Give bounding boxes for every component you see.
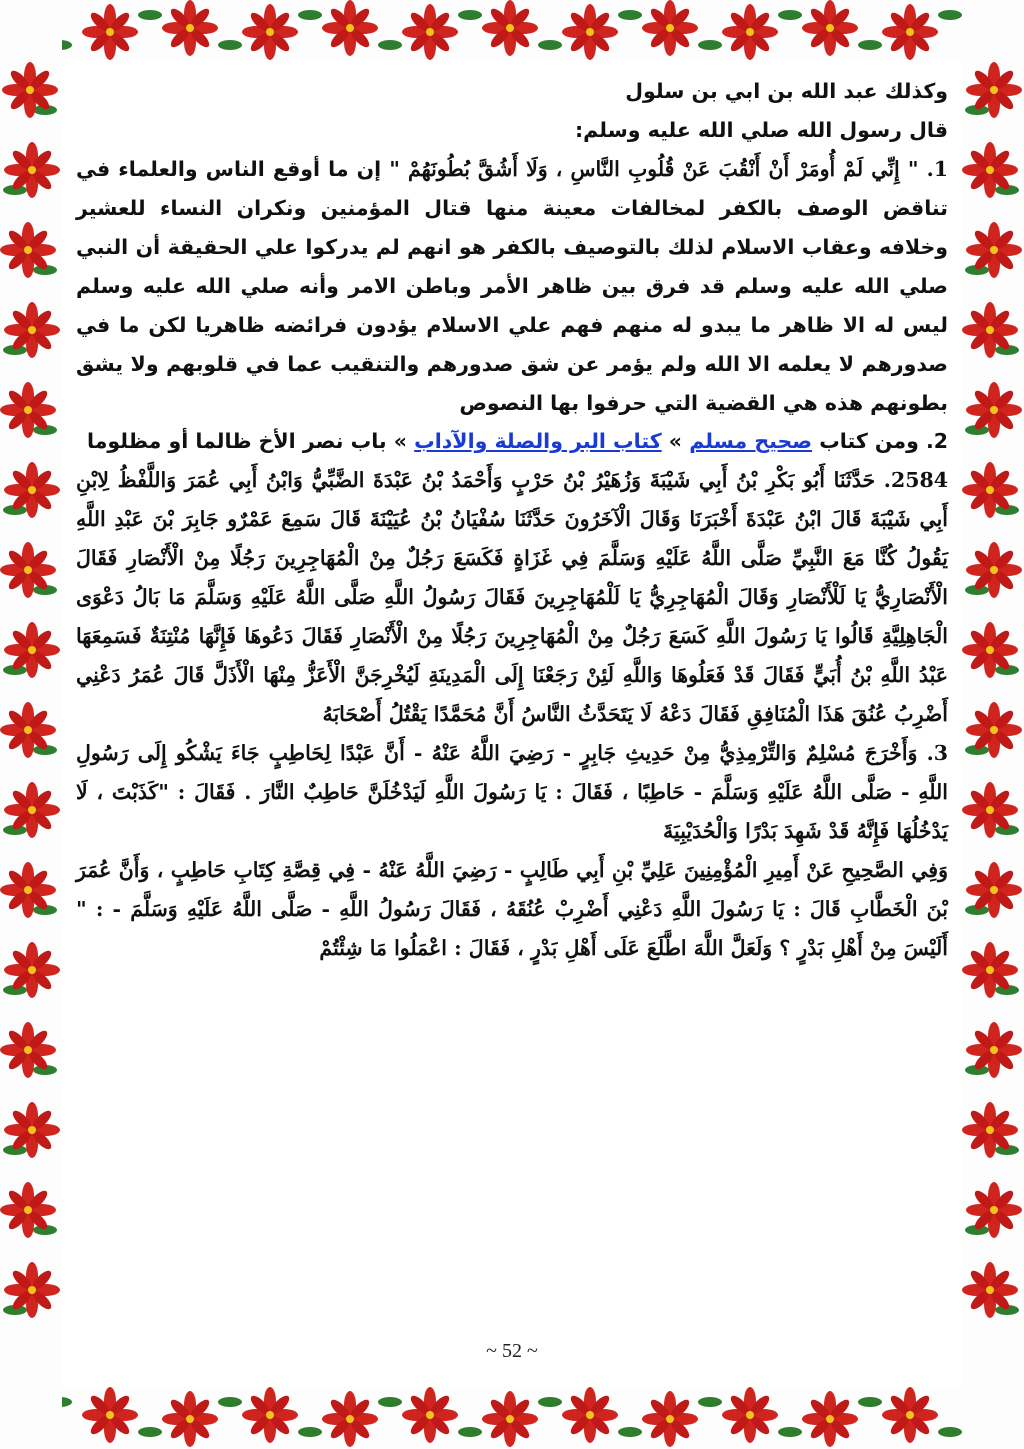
source-prefix: 2. ومن كتاب — [812, 429, 948, 454]
link-sahih-muslim[interactable]: صحيح مسلم — [689, 429, 813, 454]
commentary-1: إن ما أوقع الناس والعلماء في تناقض الوصف بالكفر لمخالفات معينة منها قتال المؤمنين ونكران النساء للعشير وخلافه وعقاب الاسلام لذلك بالتوصيف بالكفر هو انهم لم يدركوا علي الحقيقة أن النبي صلي الله عليه وسلم قد فرق بين ظاهر الأمر وباطن الامر وأنه صلي الله عليه وسلم ليس له الا ظاهر ما يبدو له منهم فهم علي الاسلام يؤدون فرائضه ظاهريا لكن ما في صدورهم لا يعلمه الا الله ولم يؤمر عن شق صدورهم والتنقيب عما في قلوبهم ولا يشق بطونهم هذه هي القضية التي حرفوا بها النصوص — [76, 156, 948, 415]
poinsettia-border-bottom — [0, 1387, 1024, 1449]
paragraph-point-3: 3. وَأَخْرَجَ مُسْلِمٌ وَالتِّرْمِذِيُّ مِنْ حَدِيثِ جَابِرٍ - رَضِيَ اللَّهُ عَنْهُ - أَنَّ عَبْدًا لِحَاطِبٍ جَاءَ يَشْكُو إِلَى رَسُولِ اللَّهِ - صَلَّى اللَّهُ عَلَيْهِ وَسَلَّمَ - حَاطِبًا ، فَقَالَ : يَا رَسُولَ اللَّهِ لَيَدْخُلَنَّ حَاطِبٌ النَّارَ . فَقَالَ : "كَذَبْتَ ، لَا يَدْخُلُهَا فَإِنَّهُ قَدْ شَهِدَ بَدْرًا وَالْحُدَيْبِيَةَ — [76, 740, 948, 843]
paragraph-point-2 — [76, 422, 948, 461]
poinsettia-border-right — [962, 0, 1024, 1449]
source-suffix: » باب نصر الأخ ظالما أو مظلوما — [87, 429, 415, 454]
paragraph-sahih-hatib: وَفِي الصَّحِيحِ عَنْ أَمِيرِ الْمُؤْمِنِينَ عَلِيِّ بْنِ أَبِي طَالِبٍ - رَضِيَ اللَّهُ عَنْهُ - فِي قِصَّةِ كِتَابِ حَاطِبٍ ، وَأَنَّ عُمَرَ بْنَ الْخَطَّابِ قَالَ : يَا رَسُولَ اللَّهِ دَعْنِي أَضْرِبْ عُنُقَهُ ، فَقَالَ رَسُولُ اللَّهِ - صَلَّى اللَّهُ عَلَيْهِ وَسَلَّمَ - : " أَلَيْسَ مِنْ أَهْلِ بَدْرٍ ؟ وَلَعَلَّ اللَّهَ اطَّلَعَ عَلَى أَهْلِ بَدْرٍ ، فَقَالَ : اعْمَلُوا مَا شِئْتُمْ — [76, 857, 948, 960]
poinsettia-icon — [962, 0, 1024, 1449]
paragraph-prophet-said: قال رسول الله صلي الله عليه وسلم: — [574, 117, 948, 142]
hadith-2584: 2584. حَدَّثَنَا أَبُو بَكْرِ بْنُ أَبِي شَيْبَةَ وَزُهَيْرُ بْنُ حَرْبٍ وَأَحْمَدُ بْنُ عَبْدَةَ الضَّبِّيُّ وَابْنُ أَبِي عُمَرَ وَاللَّفْظُ لِابْنِ أَبِي شَيْبَةَ قَالَ ابْنُ عَبْدَةَ أَخْبَرَنَا وَقَالَ الْآخَرُونَ حَدَّثَنَا سُفْيَانُ بْنُ عُيَيْنَةَ قَالَ سَمِعَ عَمْرٌو جَابِرَ بْنَ عَبْدِ اللَّهِ يَقُولُ كُنَّا مَعَ النَّبِيِّ صَلَّى اللَّهُ عَلَيْهِ وَسَلَّمَ فِي غَزَاةٍ فَكَسَعَ رَجُلٌ مِنْ الْمُهَاجِرِينَ رَجُلًا مِنْ الْأَنْصَارِ فَقَالَ الْأَنْصَارِيُّ يَا لَلْأَنْصَارِ وَقَالَ الْمُهَاجِرِيُّ يَا لَلْمُهَاجِرِينَ فَقَالَ رَسُولُ اللَّهِ صَلَّى اللَّهُ عَلَيْهِ وَسَلَّمَ مَا بَالُ دَعْوَى الْجَاهِلِيَّةِ قَالُوا يَا رَسُولَ اللَّهِ كَسَعَ رَجُلٌ مِنْ الْمُهَاجِرِينَ رَجُلًا مِنْ الْأَنْصَارِ فَقَالَ دَعُوهَا فَإِنَّهَا مُنْتِنَةٌ فَسَمِعَهَا عَبْدُ اللَّهِ بْنُ أُبَيٍّ فَقَالَ قَدْ فَعَلُوهَا وَاللَّهِ لَئِنْ رَجَعْنَا إِلَى الْمَدِينَةِ لَيُخْرِجَنَّ الْأَعَزُّ مِنْهَا الْأَذَلَّ قَالَ عُمَرُ دَعْنِي أَضْرِبُ عُنُقَ هَذَا الْمُنَافِقِ فَقَالَ دَعْهُ لَا يَتَحَدَّثُ النَّاسُ أَنَّ مُحَمَّدًا يَقْتُلُ أَصْحَابَهُ — [76, 468, 948, 726]
poinsettia-icon — [0, 0, 62, 1449]
poinsettia-icon — [0, 0, 1024, 62]
poinsettia-icon — [0, 1387, 1024, 1449]
hadith-quote-1: 1. " إِنِّي لَمْ أُومَرْ أَنْ أَنْقُبَ عَنْ قُلُوبِ النَّاسِ ، وَلَا أَشُقَّ بُطُونَهُمْ " — [389, 156, 948, 181]
poinsettia-border-top — [0, 0, 1024, 62]
link-book-birr[interactable]: كتاب البر والصلة والآداب — [414, 429, 662, 454]
paragraph-intro-line: وكذلك عبد الله بن ابي بن سلول — [625, 79, 948, 103]
page-body — [76, 72, 948, 1369]
paragraph-point-1 — [76, 150, 948, 423]
poinsettia-border-left — [0, 0, 62, 1449]
page-number: ~ 52 ~ — [486, 1340, 538, 1362]
breadcrumb-separator: » — [661, 429, 690, 454]
